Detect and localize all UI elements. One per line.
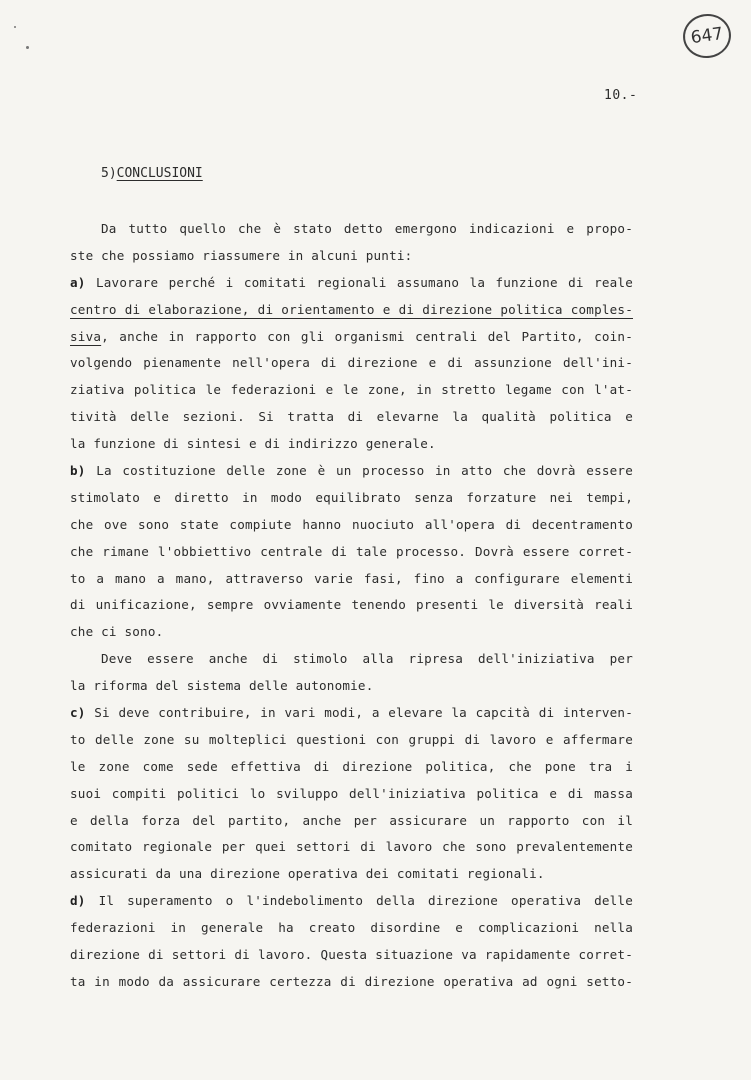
item-label: c) [70,705,86,721]
text-line: Deve essere anche di stimolo alla ripresa dell'iniziativa per [101,651,633,667]
text-line: che ove sono state compiute hanno nuociuto all'opera di decentramento [70,516,633,532]
section-number: 5) [101,166,117,181]
text-line: Da tutto quello che è stato detto emergono indicazioni e propo- [101,221,633,236]
text-line: tività delle sezioni. Si tratta di elevarne la qualità politica e [70,409,633,425]
text-line [70,700,633,727]
item-label: d) [70,893,86,909]
text-line [70,458,633,485]
text-fragment: Il superamento o l'indebolimento della direzione operativa delle [98,893,633,909]
text-line: ta in modo da assicurare certezza di direzione operativa ad ogni setto- [70,973,633,989]
section-title: CONCLUSIONI [116,166,203,181]
text-line: le zone come sede effettiva di direzione politica, che pone tra i [70,758,633,774]
text-line [70,324,633,351]
text-line-underlined: centro di elaborazione, di orientamento e di direzione politica comples- [70,301,633,317]
text-line: volgendo pienamente nell'opera di direzione e di assunzione dell'ini- [70,355,633,371]
text-fragment: La costituzione delle zone è un processo in atto che dovrà essere [96,463,633,479]
text-fragment: , anche in rapporto con gli organismi centrali del Partito, coin- [101,328,633,344]
text-line [70,270,633,297]
text-line: che ci sono. [70,624,164,640]
text-line: di unificazione, sempre ovviamente tenendo presenti le diversità reali [70,597,633,613]
text-fragment: Lavorare perché i comitati regionali assumano la funzione di reale [95,274,633,290]
page-number: 10.- [604,88,638,103]
text-line: suoi compiti politici lo sviluppo dell'iniziativa politica e di massa [70,785,633,801]
text-line: direzione di settori di lavoro. Questa situazione va rapidamente corret- [70,947,633,963]
document-body [70,216,633,996]
section-heading [101,166,203,181]
text-fragment-underlined: siva [70,328,102,344]
item-label: a) [70,274,86,290]
text-line: federazioni in generale ha creato disordine e complicazioni nella [70,920,633,936]
text-line: ste che possiamo riassumere in alcuni punti: [70,247,413,263]
text-line: ziativa politica le federazioni e le zone, in stretto legame con l'at- [70,382,633,398]
archive-stamp: 647 [680,11,734,61]
text-line: assicurati da una direzione operativa dei comitati regionali. [70,866,545,882]
text-line: stimolato e diretto in modo equilibrato senza forzature nei tempi, [70,489,633,505]
paper-speck [26,46,29,49]
text-line: la riforma del sistema delle autonomie. [70,678,374,694]
text-fragment: Si deve contribuire, in vari modi, a elevare la capcità di interven- [94,705,633,721]
text-line: comitato regionale per quei settori di lavoro che sono prevalentemente [70,839,633,855]
item-label: b) [70,463,86,479]
text-line: la funzione di sintesi e di indirizzo generale. [70,436,436,452]
text-line: to a mano a mano, attraverso varie fasi, fino a configurare elementi [70,570,633,586]
text-line: che rimane l'obbiettivo centrale di tale processo. Dovrà essere corret- [70,543,633,559]
text-line: e della forza del partito, anche per assicurare un rapporto con il [70,812,633,828]
text-line [70,888,633,915]
text-line: to delle zone su molteplici questioni con gruppi di lavoro e affermare [70,731,633,747]
paper-speck [14,26,16,28]
